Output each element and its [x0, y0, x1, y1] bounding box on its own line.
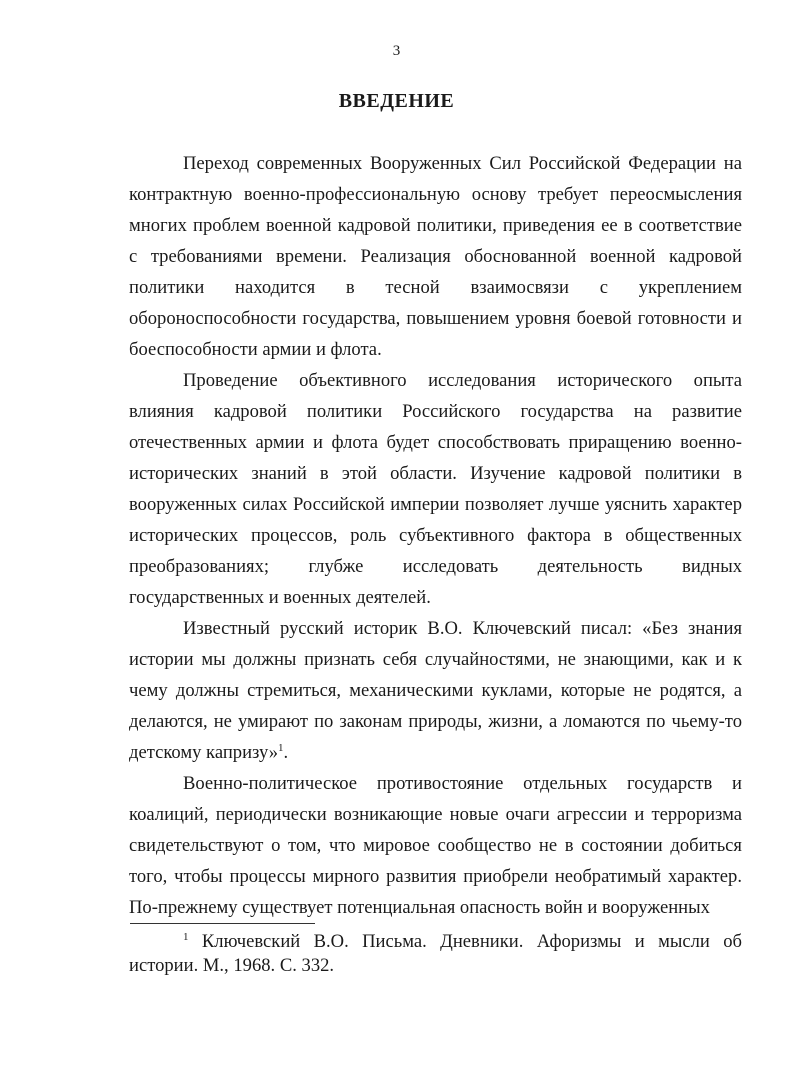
paragraph-3	[129, 613, 742, 768]
paragraph-1: Переход современных Вооруженных Сил Российской Федерации на контрактную военно-профессиональную основу требует переосмысления многих проблем военной кадровой политики, приведения ее в соответствие с требованиями времени. Реализация обоснованной военной кадровой политики находится в тесной взаимосвязи с укреплением обороноспособности государства, повышением уровня боевой готовности и боеспособности армии и флота.	[129, 153, 742, 360]
paragraph-3-text: Известный русский историк В.О. Ключевский писал: «Без знания истории мы должны признать себя случайностями, не знающими, как и к чему должны стремиться, механическими куклами, которые не родятся, а делаются, не умирают по законам природы, жизни, а ломаются по чьему-то детскому капризу»	[129, 618, 742, 763]
footnote-marker: 1	[183, 930, 189, 943]
page-title: ВВЕДЕНИЕ	[338, 90, 455, 112]
footnote-reference: 1	[278, 741, 284, 754]
body-text	[129, 148, 742, 923]
footnote	[129, 930, 742, 978]
footnote-entry	[129, 930, 742, 978]
paragraph-4: Военно-политическое противостояние отдельных государств и коалиций, периодически возникающие новые очаги агрессии и терроризма свидетельствуют о том, что мировое сообщество не в состоянии добиться того, чтобы процессы мирного развития приобрели необратимый характер. По-прежнему существует потенциальная опасность войн и вооруженных	[129, 773, 742, 918]
footnote-text: Ключевский В.О. Письма. Дневники. Афоризмы и мысли об истории. М., 1968. С. 332.	[129, 931, 742, 976]
page-number: 3	[392, 43, 401, 59]
footnote-separator	[130, 923, 315, 924]
paragraph-2: Проведение объективного исследования исторического опыта влияния кадровой политики Российского государства на развитие отечественных армии и флота будет способствовать приращению военно-исторических знаний в этой области. Изучение кадровой политики в вооруженных силах Российской империи позволяет лучше уяснить характер исторических процессов, роль субъективного фактора в общественных преобразованиях; глубже исследовать деятельность видных государственных и военных деятелей.	[129, 370, 742, 608]
quote-end-period: .	[283, 742, 289, 763]
